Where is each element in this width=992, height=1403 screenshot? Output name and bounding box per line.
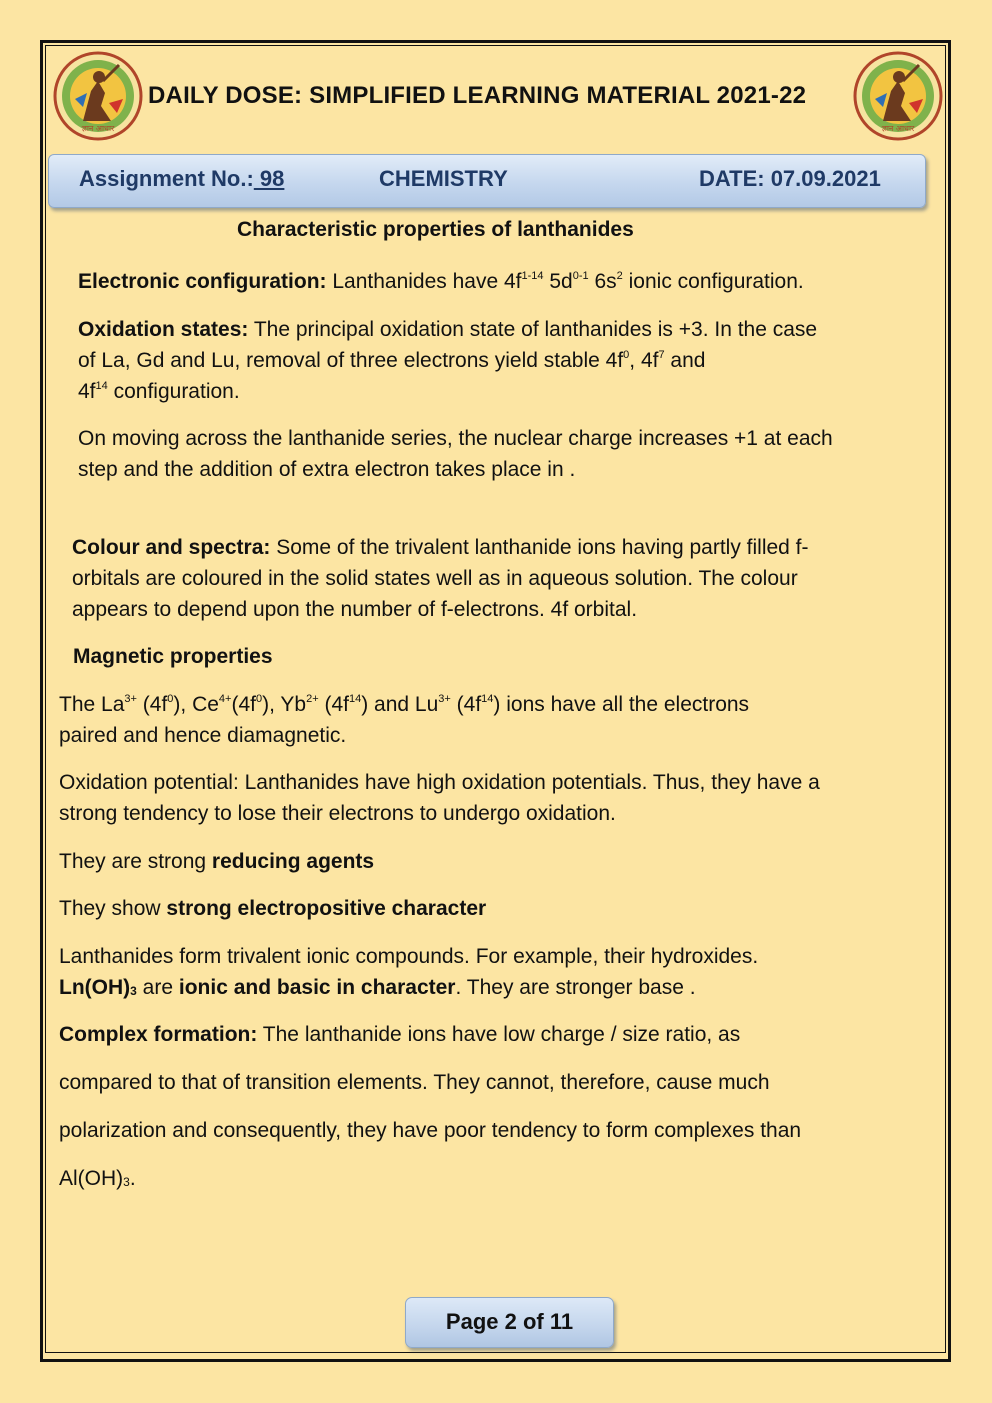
assignment-number: 98 (253, 166, 285, 191)
reducing-agents-line: They are strong reducing agents (59, 850, 375, 873)
electropositive-line: They show strong electropositive character (59, 897, 487, 920)
colour-spectra-paragraph: Colour and spectra: Some of the trivalent lanthanide ions having partly filled f- orbitals are coloured in the solid states well as in aqueous solution. The colour appears to depend upon the number of f-electrons. 4f orbital. (72, 536, 809, 621)
assignment-bar (48, 154, 926, 208)
subject-label: CHEMISTRY (379, 166, 508, 191)
nuclear-charge-paragraph: On moving across the lanthanide series, the nuclear charge increases +1 at each step and the addition of extra electron takes place in . (78, 427, 833, 481)
electronic-config-paragraph: Electronic configuration: Lanthanides have $4f^{1-14}$ $5d^{0-1}$ $6s^2$ ionic configuration. (78, 270, 804, 293)
complex-formation-paragraph: Complex formation: The lanthanide ions have low charge / size ratio, as compared to that of transition elements. They cannot, therefore, cause much polarization and consequently, they have poor tendency to form complexes than $Al(OH)_3$. (59, 1023, 802, 1190)
school-logo-left (53, 51, 143, 141)
magnetic-paragraph: The $La^{3+}$ $(4f^0)$, $Ce^{4+}(4f^0)$, $Yb^{2+}$ $(4f^{14})$ and $Lu^{3+}$ $(4f^{14})$ ions have all the electrons paired and hence diamagnetic. (59, 693, 750, 747)
school-logo-right (853, 51, 943, 141)
date-label: DATE: 07.09.2021 (699, 166, 881, 191)
section-title: Characteristic properties of lanthanides (237, 218, 634, 241)
document-title: DAILY DOSE: SIMPLIFIED LEARNING MATERIAL 2021-22 (148, 82, 807, 109)
ionic-compounds-paragraph: Lanthanides form trivalent ionic compounds. For example, their hydroxides. $Ln(OH)_3$ are ionic and basic in character. They are stronger base . (59, 945, 759, 999)
magnetic-heading: Magnetic properties (73, 645, 273, 668)
page-number-box: Page 2 of 11 (405, 1297, 614, 1348)
oxidation-states-paragraph: Oxidation states: The principal oxidation state of lanthanides is +3. In the case of La, Gd and Lu, removal of three electrons yield stable $4f^0$, $4f^7$ and $4f^{14}$ configuration. (78, 318, 818, 403)
logo-caption-left: ज्ञान आधार (81, 124, 115, 133)
assignment-label: Assignment No.: 98 (79, 166, 285, 191)
logo-caption-right: ज्ञान आधार (881, 124, 915, 133)
oxidation-potential-paragraph: Oxidation potential: Lanthanides have high oxidation potentials. Thus, they have a strong tendency to lose their electrons to undergo oxidation. (59, 771, 820, 825)
